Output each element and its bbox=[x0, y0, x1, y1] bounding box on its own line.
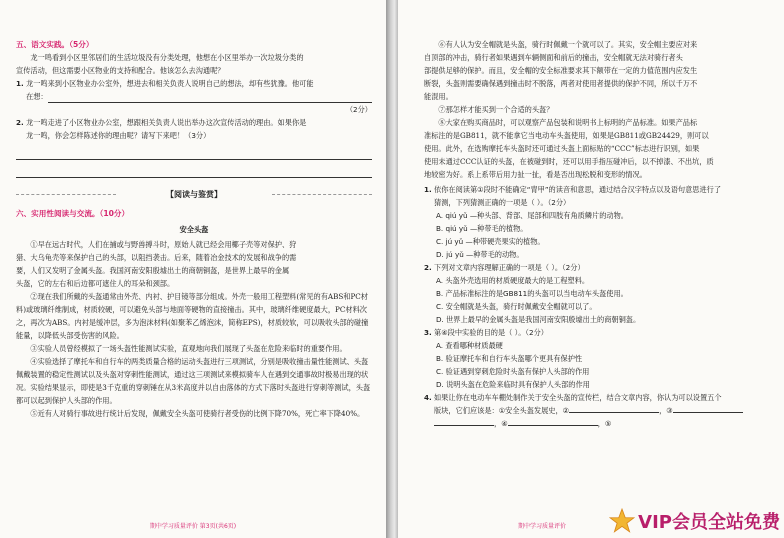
rq4-line3-a: ，④ bbox=[494, 419, 508, 428]
article-paragraph-6-line5: 能混用。 bbox=[424, 92, 453, 101]
left-footer: 期中学习质量评价 第3页(共6页) bbox=[149, 523, 237, 530]
article-paragraph-6-line1: ⑥有人认为安全帽就是头盔，骑行时佩戴一个就可以了。其实，安全帽主要应对来 bbox=[438, 40, 698, 49]
rq4-line2-a: 版块，它们应该是：①安全头盔发展史，② bbox=[434, 406, 570, 415]
rq4-text bbox=[424, 391, 766, 404]
rq4-blank-3[interactable] bbox=[673, 404, 743, 413]
article-paragraph-6-line4: 断裂，头盔则需要确保遇到撞击时不脱落，两者对使用者提供的保护不同，所以千万不 bbox=[424, 79, 698, 88]
article-paragraph-1-line3: 要，人们又发明了金属头盔。我国河南安阳殷墟出土的商朝铜盔，是世界上最早的金属 bbox=[16, 266, 290, 275]
rq2-option-c[interactable]: C. 安全帽就是头盔，骑行时佩戴安全帽就可以了。 bbox=[436, 302, 597, 311]
rq2-text bbox=[424, 261, 766, 274]
q2-number: 2. bbox=[16, 118, 24, 127]
star-icon bbox=[609, 508, 635, 534]
rq4-blank-2[interactable] bbox=[569, 404, 659, 413]
rq2-option-a[interactable]: A. 头盔外壳选用的材质硬度最大的是工程塑料。 bbox=[436, 276, 590, 285]
rq4-line3 bbox=[424, 417, 766, 430]
right-page bbox=[398, 0, 784, 538]
rq1-line1: 依你在阅读第①段时不能确定“胄甲”的读音和意思，通过结合汉字特点以及语句意思进行了 bbox=[434, 185, 722, 194]
q1-answer-row bbox=[16, 90, 372, 103]
article-paragraph-1-line2: 猎、大乌龟壳等来保护自己的头部，以阻挡袭击。后来，随着冶金技术的发展和战争的需 bbox=[16, 253, 297, 262]
q1-line1: 龙一鸣来到小区物业办公室外，想进去和相关负责人说明自己的想法，却有些犹豫。他可能 bbox=[26, 79, 314, 88]
article-paragraph-8-line1: ⑧大家在购买商品时，可以观察产品包装和说明书上标明的产品标准。如果产品标 bbox=[438, 118, 698, 127]
article-title: 安全头盔 bbox=[179, 225, 209, 234]
rq1-number: 1. bbox=[424, 185, 432, 194]
right-footer: 期中学习质量评价 bbox=[518, 523, 567, 530]
article-paragraph-8-line4: 使用未通过CCC认证的头盔，在被碰到时，还可以用手指压碰冲后，以不掉漆、不出坑，质 bbox=[424, 157, 714, 166]
rq4-line2-b: ，③ bbox=[659, 406, 673, 415]
article-paragraph-2: ②现在我们所戴的头盔通常由外壳、内衬、护目镜等部分组成。外壳一般用工程塑料(常见的有ABS和PC材料)或玻璃纤维制成，材质较硬，可以避免头部与地面等硬物的直接撞击。其中，玻璃纤维硬度最大，PC材料次之，再次为ABS。内衬是缓冲层，多为泡沫材料(如聚苯乙烯泡沫，简称EPS)，材质较软，可以吸收头部的碰撞能量，以降低头部受伤害的风险。 bbox=[16, 292, 369, 340]
rq3-text bbox=[424, 326, 766, 339]
q1-answer-line[interactable] bbox=[48, 90, 372, 103]
rq4-line1: 如果让你在电动车车棚处制作关于安全头盔的宣传栏，结合文章内容，你认为可以设置五个 bbox=[434, 393, 722, 402]
reading-banner: 【阅读与鉴赏】 bbox=[16, 188, 372, 201]
q1-line2: 在想： bbox=[26, 92, 48, 101]
q1-text bbox=[16, 77, 372, 90]
q2-line1: 龙一鸣走进了小区物业办公室，想跟相关负责人说出举办这次宣传活动的理由。如果你是 bbox=[26, 118, 307, 127]
q2-answer-line-2[interactable] bbox=[16, 160, 372, 178]
article-paragraph-6-line3: 部提供足够的保护。而且，安全帽的安全标准要求其下额带在一定的力值范围内应发生 bbox=[424, 66, 698, 75]
right-content bbox=[424, 38, 766, 430]
q2-text bbox=[16, 116, 372, 129]
left-content bbox=[16, 38, 372, 420]
article-paragraph-1-line4: 头盔，它的左右和后边都可遮住人的耳朵和颈部。 bbox=[16, 279, 175, 288]
article-paragraph-7: ⑦那怎样才能买到一个合适的头盔？ bbox=[438, 105, 554, 114]
q2-answer-line-1[interactable] bbox=[16, 142, 372, 160]
rq3-option-c[interactable]: C. 验证遇到穿刺危险时头盔有保护人头部的作用 bbox=[436, 367, 590, 376]
article-paragraph-1-line1: ①早在远古时代，人们在捕或与野兽搏斗时，原始人就已经会用椰子壳等对保护、狩 bbox=[30, 240, 297, 249]
article-paragraph-5: ⑤近有人对骑行事故进行统计后发现，佩戴安全头盔可使骑行者受伤的比例下降70%，死亡率下降40%。 bbox=[30, 409, 365, 418]
section5-intro-line1: 龙一鸣看到小区里邻居们的生活垃圾没有分类处理，他想在小区里举办一次垃圾分类的 bbox=[30, 53, 304, 62]
rq1-option-d[interactable]: D. jú yǔ —种带毛的动物。 bbox=[436, 250, 524, 259]
q2-line2: 龙一鸣，你会怎样陈述你的理由呢？请写下来吧！（3分） bbox=[26, 131, 211, 140]
vip-watermark-text: VIP会员全站免费 bbox=[638, 512, 780, 533]
vip-watermark bbox=[609, 508, 780, 534]
section5-heading: 五、语文实践。（5分） bbox=[16, 40, 94, 49]
rq3-option-b[interactable]: B. 验证摩托车和自行车头盔哪个更具有保护性 bbox=[436, 354, 583, 363]
rq4-line2 bbox=[424, 404, 766, 417]
rq1-option-c[interactable]: C. jú yǔ —种带硬壳果实的植物。 bbox=[436, 237, 545, 246]
rq3-option-a[interactable]: A. 查看哪种材质最硬 bbox=[436, 341, 503, 350]
article-paragraph-8-line5: 地较密为好。系上系带后用力扯一扯，看是否出现松脱和变形的情况。 bbox=[424, 170, 647, 179]
rq4-line3-b: ，⑤ bbox=[597, 419, 612, 428]
rq3-number: 3. bbox=[424, 328, 432, 337]
article-paragraph-3: ③实验人员曾经模拟了一场头盔性能测试实验，直观地向我们展现了头盔在危险来临时的重要作用。 bbox=[30, 344, 347, 353]
article-paragraph-8-line3: 使用。此外，在选购摩托车头盔时还可通过头盔上面标贴的“CCC”标志进行识别，如果 bbox=[424, 144, 700, 153]
rq2-number: 2. bbox=[424, 263, 432, 272]
article-paragraph-4: ④实验选择了摩托车和自行车的两类质量合格的运动头盔进行三项测试，分别是吸收撞击量性能测试、头盔佩戴装置的稳定性测试以及头盔对穿刺性能测试，通过这三项测试来模拟骑车人在遇到交通事故时极易出现的状况。实验结果显示，即使是3千克重的穿刺锤在从3米高度并以自由落体的方式下落时头盔进行穿刺等测试，头盔都可以起到保护人头部的作用。 bbox=[16, 357, 371, 405]
section5-intro-line2: 宣传活动，但这需要小区物业的支持和配合。他该怎么去沟通呢？ bbox=[16, 66, 225, 75]
rq1-line2: 猜测，下列猜测正确的一项是（ ）。（2分） bbox=[434, 198, 571, 207]
left-page bbox=[0, 0, 386, 538]
rq3-option-d[interactable]: D. 说明头盔在危险来临时具有保护人头部的作用 bbox=[436, 380, 590, 389]
book-gutter bbox=[386, 0, 398, 538]
rq2-line1: 下列对文章内容理解正确的一项是（ ）。（2分） bbox=[434, 263, 585, 272]
rq4-number: 4. bbox=[424, 393, 432, 402]
article-paragraph-8-line2: 准标注的是GB811，就不能拿它当电动车头盔使用，如果是GB811或GB24429，则可以 bbox=[424, 131, 709, 140]
rq3-line1: 第④段中实验的目的是（ ）。（2分） bbox=[434, 328, 548, 337]
rq1-text bbox=[424, 183, 766, 196]
rq1-option-b[interactable]: B. qiú yǔ —种带毛的植物。 bbox=[436, 224, 528, 233]
section6-heading: 六、实用性阅读与交流。（10分） bbox=[16, 209, 130, 218]
rq1-option-a[interactable]: A. qiú yǔ —种头部、背部、尾部和四肢有角质鳞片的动物。 bbox=[436, 211, 628, 220]
rq4-blank-3-cont[interactable] bbox=[434, 417, 494, 426]
q1-number: 1. bbox=[16, 79, 24, 88]
rq2-option-b[interactable]: B. 产品标准标注的是GB811的头盔可以当电动车头盔使用。 bbox=[436, 289, 628, 298]
rq4-blank-4[interactable] bbox=[508, 417, 598, 426]
article-paragraph-6-line2: 自顶部的冲击，骑行者如果遇到车辆侧面和前后的撞击，安全帽就无法对骑行者头 bbox=[424, 53, 683, 62]
q1-score: （2分） bbox=[345, 105, 372, 114]
rq2-option-d[interactable]: D. 世界上最早的金属头盔是我国河南安阳殷墟出土的商朝铜盔。 bbox=[436, 315, 641, 324]
